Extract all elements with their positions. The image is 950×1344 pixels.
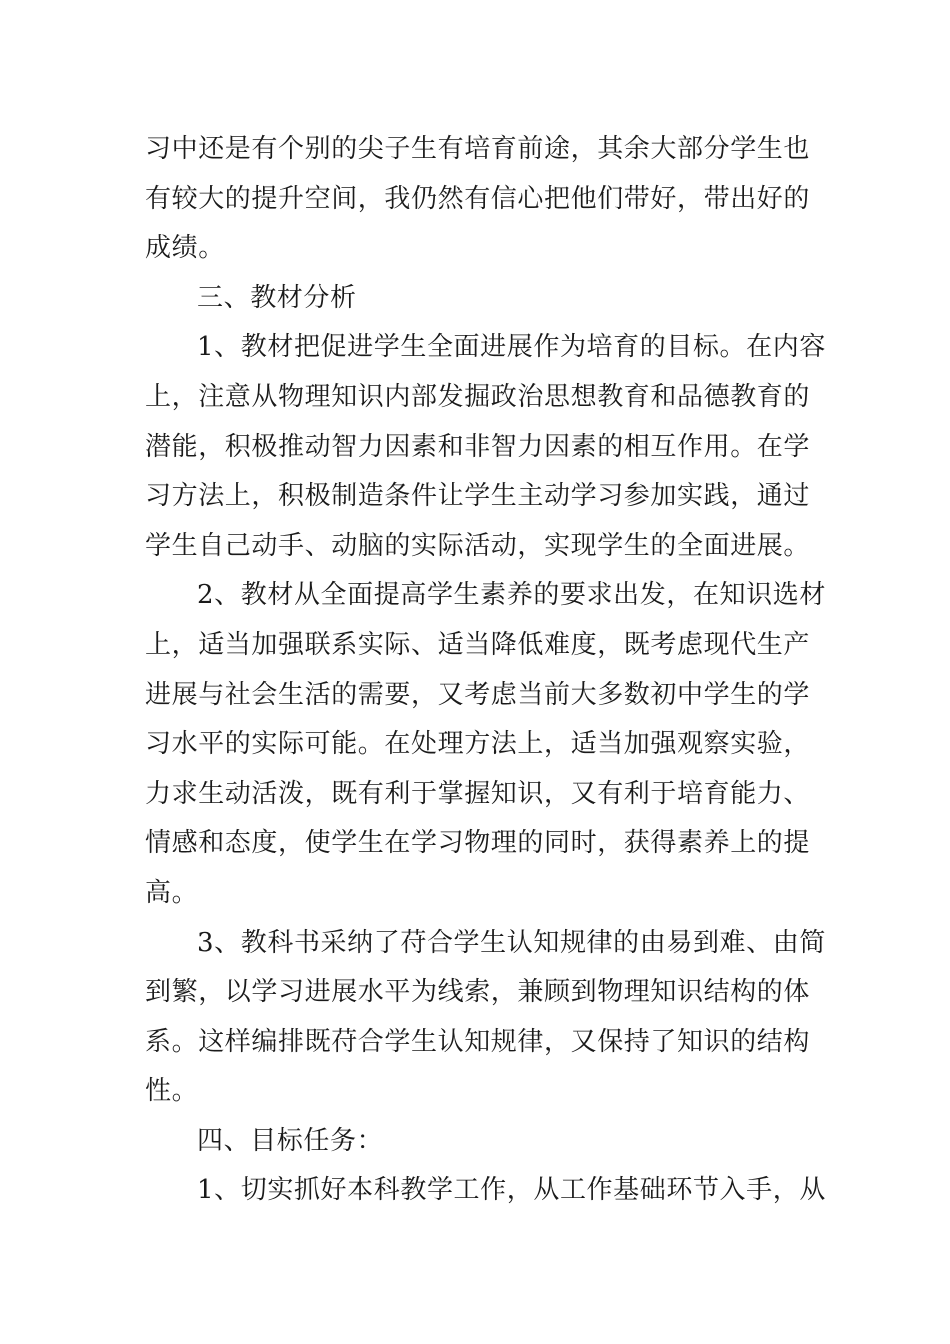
text-line: 习中还是有个别的尖子生有培育前途，其余大部分学生也: [145, 134, 811, 164]
text-line: 三、教材分析: [197, 282, 357, 313]
text-line: 到繁，以学习进展水平为线索，兼顾到物理知识结构的体: [145, 977, 811, 1008]
text-line: 学生自己动手、动脑的实际活动，实现学生的全面进展。: [145, 530, 811, 561]
text-line: 成绩。: [145, 233, 225, 264]
text-line: 情感和态度，使学生在学习物理的同时，获得素养上的提: [145, 828, 811, 859]
text-line: 高。: [145, 877, 199, 908]
text-line: 上，注意从物理知识内部发掘政治思想教育和品德教育的: [145, 381, 811, 412]
document-body: [145, 125, 826, 1216]
text-line: 系。这样编排既苻合学生认知规律，又保持了知识的结构: [145, 1026, 811, 1057]
text-line: 习水平的实际可能。在处理方法上，适当加强观察实验，: [145, 729, 811, 760]
text-line: 四、目标任务：: [197, 1125, 384, 1156]
text-line: 习方法上，积极制造条件让学生主动学习参加实践，通过: [145, 481, 811, 512]
text-line: 2、教材从全面提高学生素养的要求出发，在知识选材: [197, 580, 826, 611]
text-line: 力求生动活泼，既有利于掌握知识，又有利于培育能力、: [145, 778, 811, 809]
text-line: 有较大的提升空间，我仍然有信心把他们带好，带出好的: [145, 183, 811, 214]
text-line: 性。: [145, 1076, 199, 1107]
text-line: 进展与社会生活的需要，又考虑当前大多数初中学生的学: [145, 679, 811, 710]
text-line: 3、教科书采纳了苻合学生认知规律的由易到难、由简: [197, 927, 826, 958]
text-line: 上，适当加强联系实际、适当降低难度，既考虑现代生产: [145, 629, 811, 660]
text-line: 1、切实抓好本科教学工作，从工作基础环节入手，从: [197, 1175, 826, 1206]
text-line: 1、教材把促进学生全面进展作为培育的目标。在内容: [197, 332, 826, 363]
text-line: 潜能，积极推动智力因素和非智力因素的相互作用。在学: [145, 431, 811, 462]
